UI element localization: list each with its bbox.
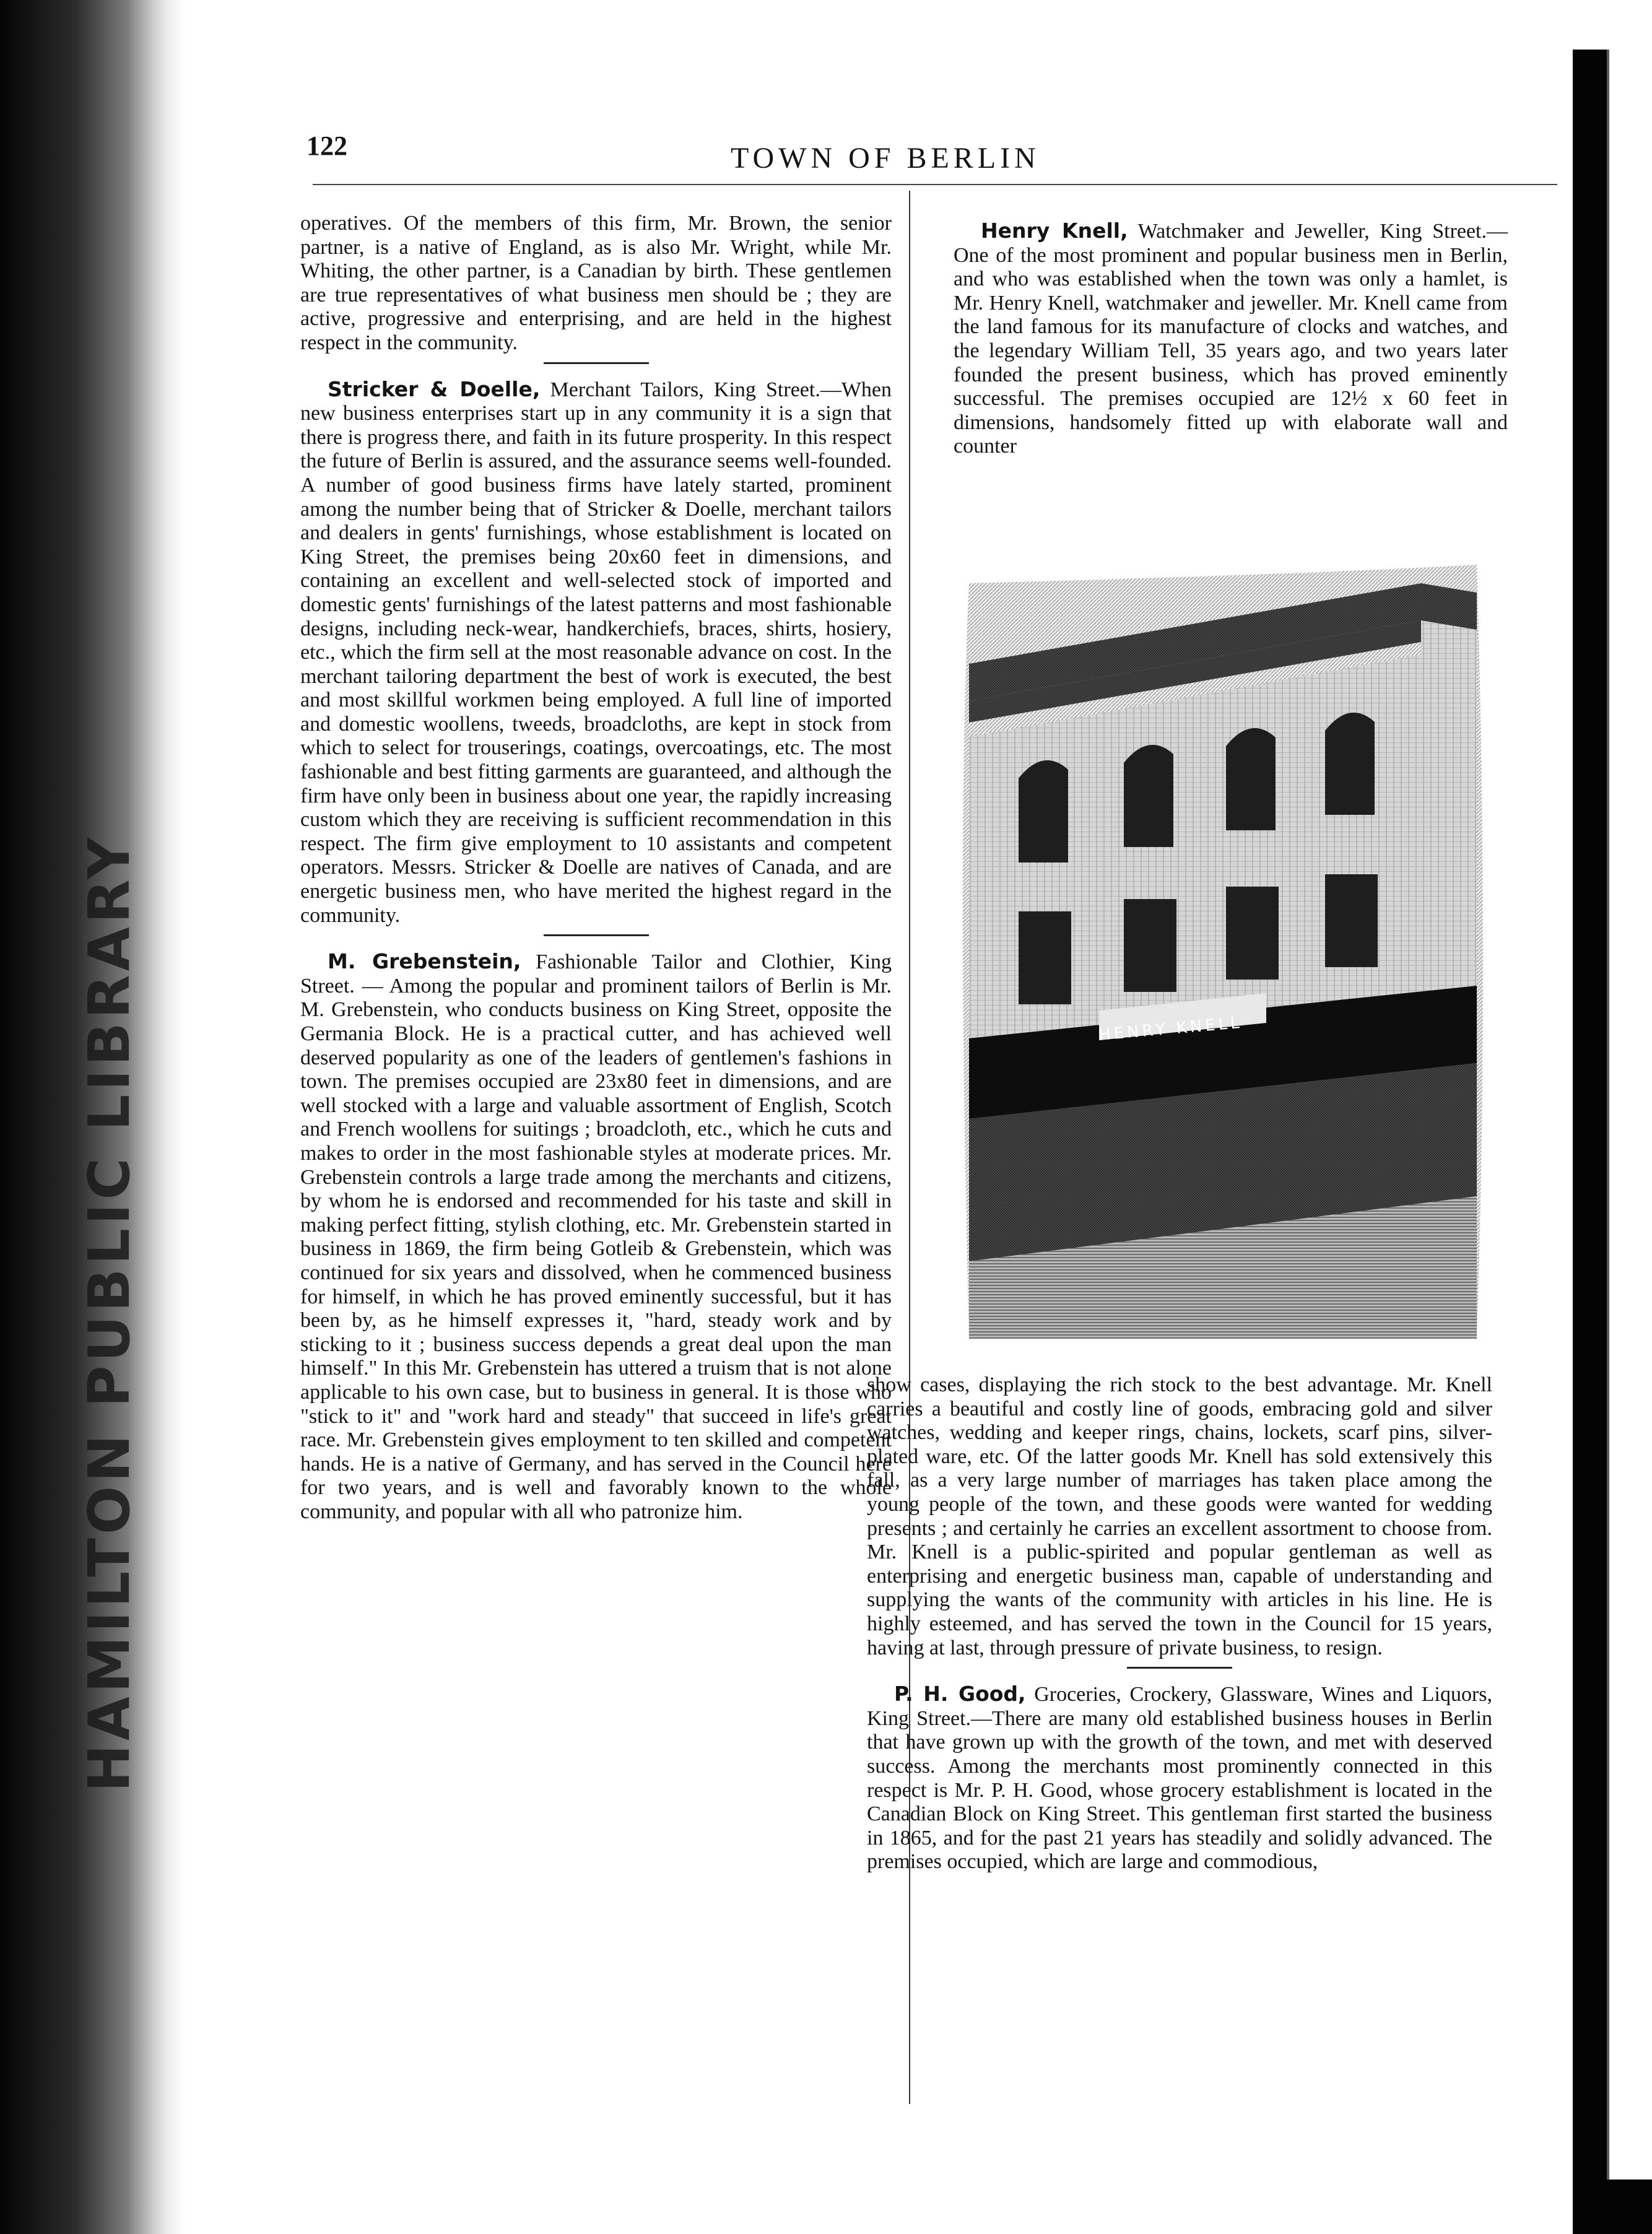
firm-name-stricker: Stricker & Doelle, [328,376,541,401]
left-column [300,212,892,1524]
grebenstein-entry [300,950,892,1524]
firm-name-knell: Henry Knell, [981,219,1128,243]
firm-name-good: P. H. Good, [894,1682,1026,1706]
heading-rule [313,184,1557,185]
grebenstein-text: Fashionable Tailor and Clothier, King Street. — Among the popular and prominent tailors of Berlin is Mr. M. Grebenstein, who conducts business on King Street, opposite the Germania Block. He is a practical cutter, and has achieved well deserved popularity as one of the leaders of gentlemen's fashions in town. The premises occupied are 23x80 feet in dimensions, and are well stocked with a large and valuable assortment of English, Scotch and French woollens for suitings ; broadcloth, etc., which he cuts and makes to order in the most fashionable styles at moderate prices. Mr. Grebenstein controls a large trade among the merchants and citizens, by whom he is endorsed and recommended for his taste and skill in making perfect fitting, stylish clothing, etc. Mr. Grebenstein started in business in 1869, the firm being Gotleib & Grebenstein, which was continued for six years and dissolved, when he commenced business for himself, in which he has proved eminently successful, but it has been by, as he himself expresses it, "hard, steady work and by sticking to it ; business success depends a great deal upon the man himself." In this Mr. Grebenstein has uttered a truism that is not alone applicable to his own case, but to business in general. It is those who "stick to it" and "work hard and steady" that succeed in life's great race. Mr. Grebenstein gives employment to ten skilled and competent hands. He is a native of Germany, and has served in the Council here for two years, and is well and favorably known to the whole community, and popular with all who patronize him. [300,950,892,1523]
storefront-sign: HENRY KNELL [1097,1013,1243,1045]
knell-entry [954,219,1508,459]
firm-name-grebenstein: M. Grebenstein, [328,949,521,974]
page-heading: TOWN OF BERLIN [731,142,1040,175]
section-rule [1127,1667,1232,1669]
knell-text-continued: show cases, displaying the rich stock to the best advantage. Mr. Knell carries a beautiful and costly line of goods, embracing gold and silver watches, wedding and keeper rings, chains, lockets, scarf pins, silver-plated ware, etc. Of the latter goods Mr. Knell has sold extensively this fall, as a very large number of marriages has taken place among the young people of the town, and these goods were wanted for wedding presents ; and certainly he carries an excellent assortment to choose from. Mr. Knell is a public-spirited and popular gentleman as well as enterprising and energetic business man, capable of understanding and supplying the wants of the community with articles in his line. He is highly esteemed, and has served the town in the Council for 15 years, having at last, through pressure of private business, to resign. [867,1373,1492,1659]
running-head [198,25,1573,186]
good-entry [867,1682,1492,1874]
knell-text-part1: Watchmaker and Jeweller, King Street.—One of the most prominent and popular business men in Berlin, and who was established when the town was only a hamlet, is Mr. Henry Knell, watchmaker and jeweller. Mr. Knell came from the land famous for its manufacture of clocks and watches, and the legendary William Tell, 35 years ago, and two years later founded the present business, which has proved eminently successful. The premises occupied are 12½ x 60 feet in dimensions, handsomely fitted up with elaborate wall and counter [954,220,1508,458]
stricker-text: Merchant Tailors, King Street.—When new business enterprises start up in any community it is a sign that there is progress there, and faith in its future prosperity. In this respect the future of Berlin is assured, and the assurance seems well-founded. A number of good business firms have lately started, prominent among the number being that of Stricker & Doelle, merchant tailors and dealers in gents' furnishings, whose establishment is located on King Street, the premises being 20x60 feet in dimensions, and containing an excellent and well-selected stock of imported and domestic gents' furnishings of the latest patterns and most fashionable designs, including neck-wear, handkerchiefs, braces, shirts, hosiery, etc., which the firm sell at the most reasonable advance on cost. In the merchant tailoring department the best of work is executed, the best and most skillful workmen being employed. A full line of imported and domestic woollens, tweeds, broadcloths, are kept in stock from which to select for trouserings, coatings, overcoatings, etc. The most fashionable and best fitting garments are guaranteed, and although the firm have only been in business about one year, the rapidly increasing custom which they are receiving is sufficient recommendation in this respect. The firm give employment to 10 assistants and competent operators. Messrs. Stricker & Doelle are natives of Canada, and are energetic business men, who have merited the highest regard in the community. [300,378,892,927]
intro-paragraph: operatives. Of the members of this firm, Mr. Brown, the senior partner, is a native of England, as is also Mr. Wright, while Mr. Whiting, the other partner, is a Canadian by birth. These gentlemen are true representatives of what business men should be ; they are active, progressive and enterprising, and are held in the highest respect in the community. [300,212,892,354]
section-rule [544,934,649,936]
facing-page-edge [1573,50,1652,2234]
book-page [198,25,1573,2192]
page-number: 122 [306,131,347,161]
right-column-top [954,219,1508,459]
right-column-bottom [867,1373,1492,1874]
stricker-doelle-entry [300,378,892,928]
storefront-engraving [944,540,1495,1354]
library-stamp: HAMILTON PUBLIC LIBRARY [76,833,143,1792]
section-rule [544,362,649,364]
good-text: Groceries, Crockery, Glassware, Wines and Liquors, King Street.—There are many old established business houses in Berlin that have grown up with the growth of the town, and met with deserved success. Among the merchants most prominently connected in this respect is Mr. P. H. Good, whose grocery establishment is located in the Canadian Block on King Street. This gentleman first started the business in 1865, and for the past 21 years has steadily and solidly advanced. The premises occupied, which are large and commodious, [867,1683,1492,1874]
